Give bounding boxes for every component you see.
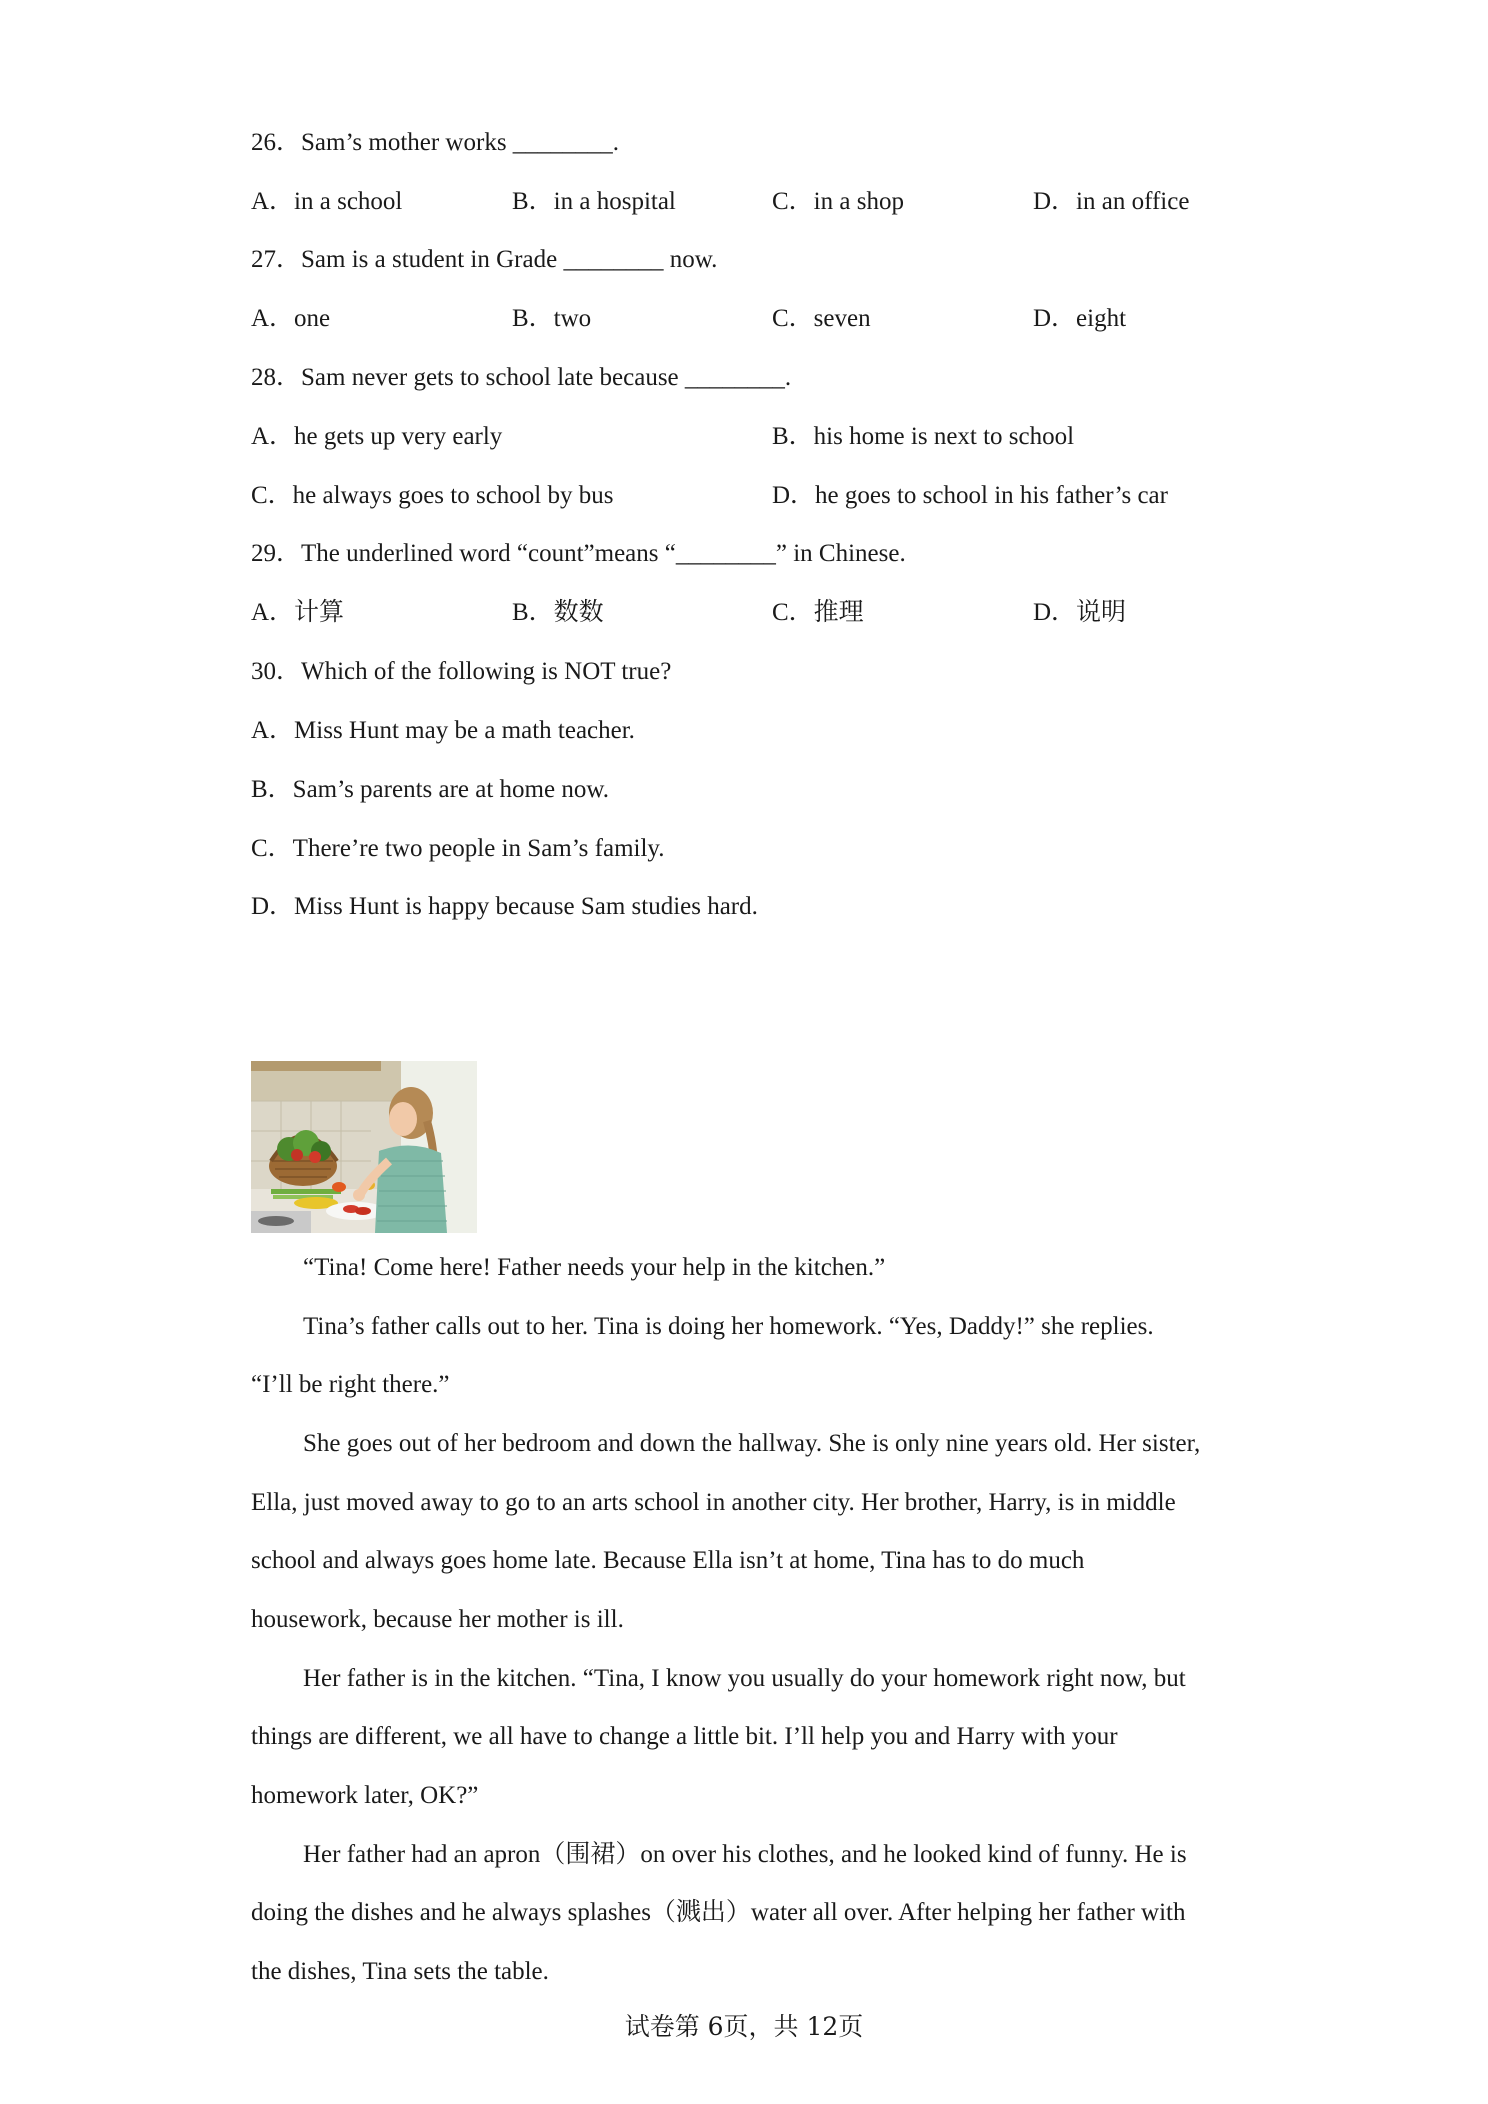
- question-30-stem: 30．Which of the following is NOT true?: [251, 658, 672, 685]
- question-26-option-a: A．in a school: [251, 188, 403, 215]
- question-26-stem: 26．Sam’s mother works ________.: [251, 129, 620, 156]
- question-28-stem: 28．Sam never gets to school late because ________.: [251, 364, 792, 391]
- question-27-option-d: D．eight: [1033, 305, 1127, 332]
- girl-cooking-photo: [251, 1061, 477, 1233]
- passage-line-2: Tina’s father calls out to her. Tina is doing her homework. “Yes, Daddy!” she replies.: [303, 1313, 1154, 1340]
- passage-line-9: things are different, we all have to change a little bit. I’ll help you and Harry with your: [251, 1723, 1118, 1750]
- question-30-option-b: B．Sam’s parents are at home now.: [251, 776, 610, 803]
- passage-line-8: Her father is in the kitchen. “Tina, I know you usually do your homework right now, but: [303, 1665, 1186, 1692]
- passage-line-3: “I’ll be right there.”: [251, 1371, 450, 1398]
- question-27-option-c: C．seven: [772, 305, 871, 332]
- question-28-option-a: A．he gets up very early: [251, 423, 503, 450]
- page-footer: 试卷第 6页，共 12页: [624, 2012, 864, 2041]
- passage-line-13: the dishes, Tina sets the table.: [251, 1958, 549, 1985]
- question-29-option-a: A．计算: [251, 599, 345, 626]
- question-27-option-b: B．two: [512, 305, 592, 332]
- question-29-option-c: C．推理: [772, 599, 864, 626]
- question-26-option-c: C．in a shop: [772, 188, 904, 215]
- passage-line-1: “Tina! Come here! Father needs your help in the kitchen.”: [303, 1254, 886, 1281]
- question-30-option-a: A．Miss Hunt may be a math teacher.: [251, 717, 635, 744]
- question-27-option-a: A．one: [251, 305, 331, 332]
- question-29-option-b: B．数数: [512, 599, 604, 626]
- question-30-option-c: C．There’re two people in Sam’s family.: [251, 835, 665, 862]
- question-28-option-d: D．he goes to school in his father’s car: [772, 482, 1168, 509]
- question-28-option-c: C．he always goes to school by bus: [251, 482, 614, 509]
- question-26-option-b: B．in a hospital: [512, 188, 676, 215]
- question-30-option-d: D．Miss Hunt is happy because Sam studies hard.: [251, 893, 758, 920]
- question-26-option-d: D．in an office: [1033, 188, 1190, 215]
- passage-line-5: Ella, just moved away to go to an arts school in another city. Her brother, Harry, is in middle: [251, 1489, 1176, 1516]
- question-27-stem: 27．Sam is a student in Grade ________ now.: [251, 246, 718, 273]
- question-29-stem: 29．The underlined word “count”means “________” in Chinese.: [251, 540, 906, 567]
- passage-line-4: She goes out of her bedroom and down the hallway. She is only nine years old. Her sister,: [303, 1430, 1201, 1457]
- question-28-option-b: B．his home is next to school: [772, 423, 1075, 450]
- passage-line-6: school and always goes home late. Because Ella isn’t at home, Tina has to do much: [251, 1547, 1085, 1574]
- passage-line-7: housework, because her mother is ill.: [251, 1606, 624, 1633]
- passage-line-11: Her father had an apron（围裙）on over his clothes, and he looked kind of funny. He is: [303, 1841, 1187, 1868]
- passage-line-10: homework later, OK?”: [251, 1782, 479, 1809]
- passage-line-12: doing the dishes and he always splashes（溅出）water all over. After helping her father with: [251, 1899, 1186, 1926]
- question-29-option-d: D．说明: [1033, 599, 1127, 626]
